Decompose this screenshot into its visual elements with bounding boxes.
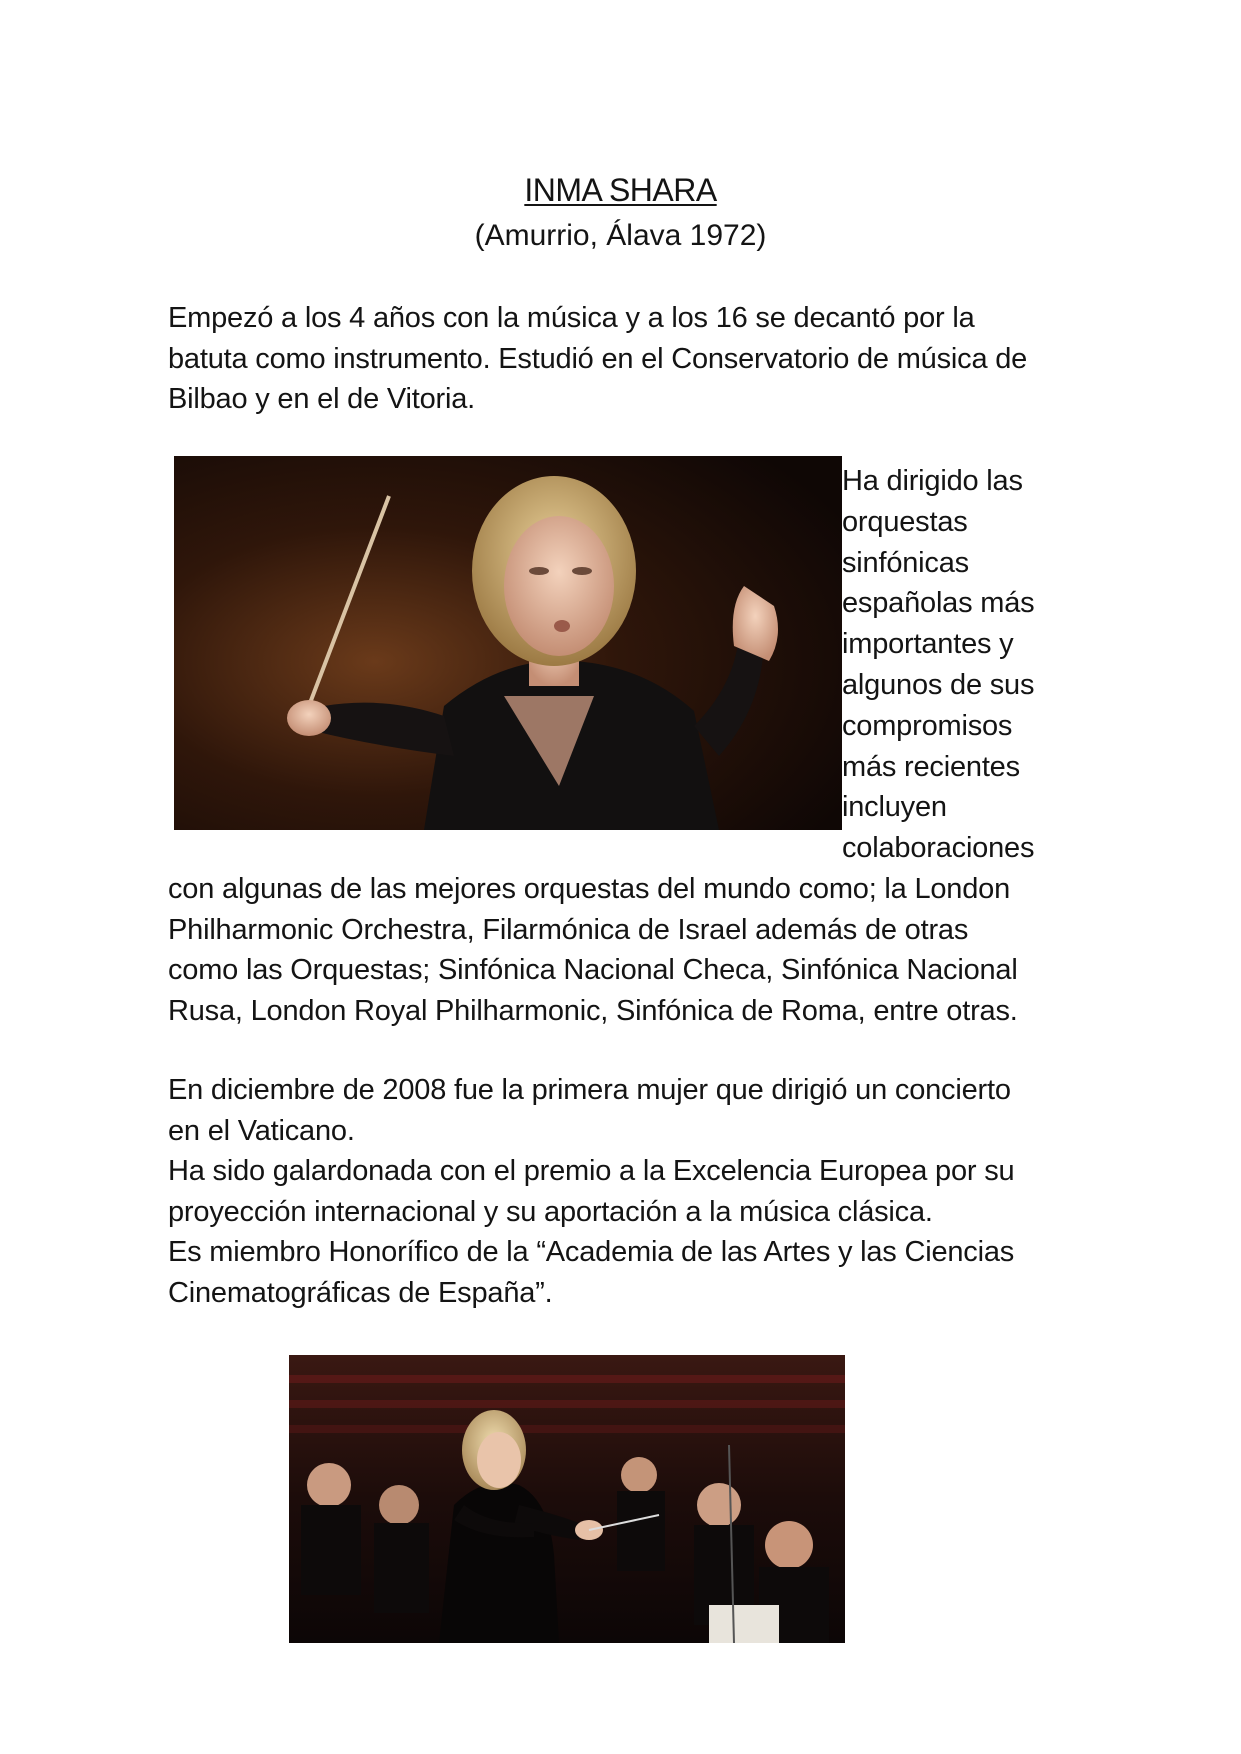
side-line: colaboraciones [842, 832, 1035, 865]
closing-line: proyección internacional y su aportación a la música clásica. [168, 1195, 933, 1228]
side-line: sinfónicas [842, 546, 969, 579]
conductor-portrait-photo [174, 456, 842, 830]
continuation-line: Philharmonic Orchestra, Filarmónica de Israel además de otras [168, 913, 969, 946]
continuation-line: como las Orquestas; Sinfónica Nacional Checa, Sinfónica Nacional [168, 954, 1018, 986]
side-line: incluyen [842, 791, 947, 824]
page-subtitle: (Amurrio, Álava 1972) [474, 219, 767, 252]
closing-line: Ha sido galardonada con el premio a la Excelencia Europea por su [168, 1155, 1015, 1187]
intro-paragraph [168, 298, 1088, 420]
side-line: compromisos [842, 709, 1013, 742]
continuation-line: Rusa, London Royal Philharmonic, Sinfónica de Roma, entre otras. [168, 994, 1018, 1027]
closing-line: en el Vaticano. [168, 1114, 355, 1147]
side-line: algunos de sus [842, 668, 1035, 701]
intro-line: Empezó a los 4 años con la música y a los 16 se decantó por la [168, 302, 975, 334]
achievements-paragraph [168, 1070, 1088, 1313]
side-line: españolas más [842, 587, 1035, 620]
side-line: más recientes [842, 750, 1020, 783]
orchestra-photo [289, 1355, 845, 1643]
intro-line: batuta como instrumento. Estudió en el Conservatorio de música de [168, 342, 1028, 375]
closing-line: Es miembro Honorífico de la “Academia de las Artes y las Ciencias [168, 1236, 1015, 1268]
side-line: Ha dirigido las [842, 465, 1023, 497]
continuation-line: con algunas de las mejores orquestas del mundo como; la London [168, 873, 1011, 905]
intro-line: Bilbao y en el de Vitoria. [168, 383, 476, 415]
closing-line: En diciembre de 2008 fue la primera mujer que dirigió un concierto [168, 1074, 1011, 1106]
side-line: orquestas [842, 505, 968, 538]
page-title: INMA SHARA [524, 172, 717, 208]
closing-line: Cinematográficas de España”. [168, 1276, 553, 1309]
orchestras-paragraph [168, 869, 1088, 1031]
side-line: importantes y [842, 628, 1014, 661]
side-paragraph [842, 461, 1082, 869]
